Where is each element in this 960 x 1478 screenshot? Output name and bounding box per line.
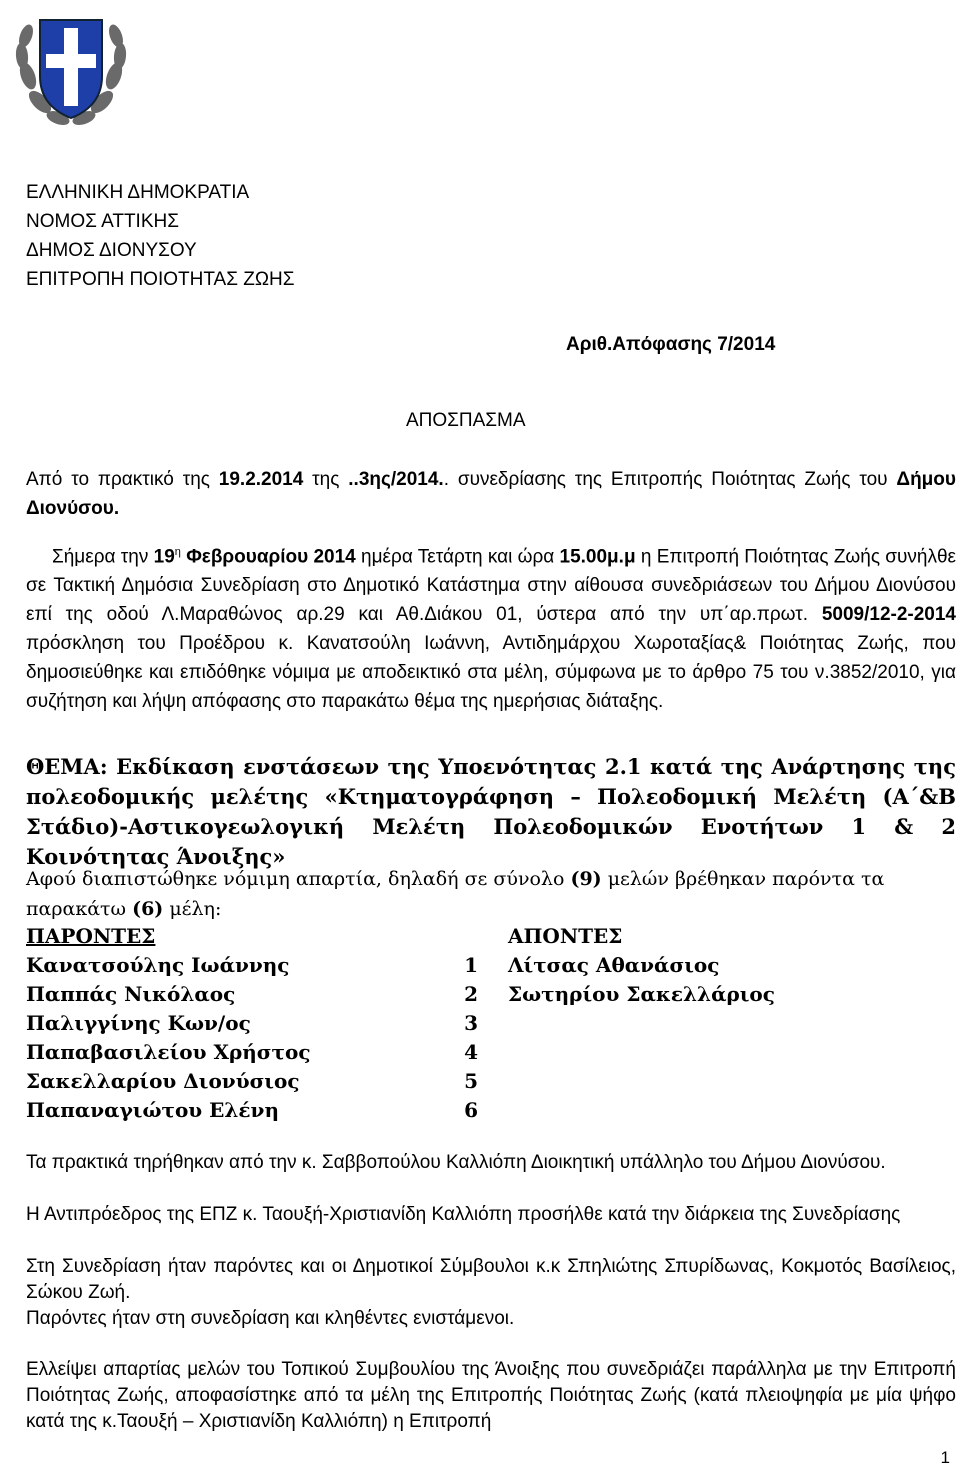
- meeting-paragraph: Σήμερα την $19^\eta$ Φεβρουαρίου 2014 ημέρα Τετάρτη και ώρα 15.00μ.μ η Επιτροπή Ποιότητας Ζωής συνήλθε σε Τακτική Δημόσια Συνεδρίαση στο Δημοτικό Κατάστημα στην αίθουσα συνεδριάσεων του Δήμου Διονύσου επί της οδού Λ.Μαραθώνος αρ.29 και Αθ.Διάκου 01, ύστερα από την υπ΄αρ.πρωτ. 5009/12-2-2014 πρόσκληση του Προέδρου κ. Κανατσούλη Ιωάννη, Αντιδημάρχου Χωροταξίας& Ποιότητας Ζωής, που δημοσιεύθηκε και επιδόθηκε νόμιμα με αποδεικτικό στα μέλη, σύμφωνα με το άρθρο 75 του ν.3852/2010, για συζήτηση και λήψη απόφασης στο παρακάτω θέμα της ημερήσιας διάταξης.: [26, 546, 956, 713]
- attendance-paragraph: Αφού διαπιστώθηκε νόμιμη απαρτία, δηλαδή σε σύνολο (9) μελών βρέθηκαν παρόντα τα παρακάτω (6) μέλη:: [26, 868, 885, 920]
- list-item: Παπαναγιώτου Ελένη: [26, 1098, 279, 1122]
- list-item: Παλιγγίνης Κων/ος: [26, 1011, 251, 1035]
- subject-heading: ΘΕΜΑ: Εκδίκαση ενστάσεων της Υποενότητας 2.1 κατά της Ανάρτησης της πολεοδομικής μελέτης «Κτηματογράφηση – Πολεοδομική Μελέτη (Α΄&Β Στάδιο)-Αστικογεωλογική Μελέτη Πολεοδομικών Ενοτήτων 1 & 2 Κοινότητας Άνοιξης»: [26, 754, 956, 869]
- list-item: Σακελλαρίου Διονύσιος: [26, 1069, 300, 1093]
- member-number: 1: [464, 953, 478, 977]
- member-number: 6: [464, 1098, 478, 1122]
- issuer-header: [26, 178, 295, 294]
- header-prefecture: ΝΟΜΟΣ ΑΤΤΙΚΗΣ: [26, 211, 179, 232]
- councillors-paragraph: Στη Συνεδρίαση ήταν παρόντες και οι Δημοτικοί Σύμβουλοι κ.κ Σπηλιώτης Σπυρίδωνας, Κοκμοτός Βασίλειος, Σώκου Ζωή.: [26, 1256, 956, 1303]
- objectors-paragraph: Παρόντες ήταν στη συνεδρίαση και κληθέντες ενιστάμενοι.: [26, 1308, 515, 1329]
- vice-chair-paragraph: Η Αντιπρόεδρος της ΕΠΖ κ. Ταουξή-Χριστιανίδη Καλλιόπη προσήλθε κατά την διάρκεια της Συνεδρίασης: [26, 1204, 901, 1225]
- present-list: [26, 922, 311, 1125]
- list-item: Παππάς Νικόλαος: [26, 982, 236, 1006]
- decision-number: Αριθ.Απόφασης 7/2014: [566, 334, 776, 355]
- list-item: Σωτηρίου Σακελλάριος: [508, 982, 775, 1006]
- list-item: Κανατσούλης Ιωάννης: [26, 953, 290, 977]
- greek-coat-of-arms-icon: [8, 6, 134, 132]
- header-country: ΕΛΛΗΝΙΚΗ ΔΗΜΟΚΡΑΤΙΑ: [26, 182, 250, 203]
- member-number: 3: [464, 1011, 478, 1035]
- intro-paragraph: Από το πρακτικό της 19.2.2014 της ..3ης/2014.. συνεδρίασης της Επιτροπής Ποιότητας Ζωής του Δήμου Διονύσου.: [26, 469, 956, 519]
- page-number: 1: [940, 1448, 950, 1467]
- list-item: Λίτσας Αθανάσιος: [508, 953, 720, 977]
- member-number: 2: [464, 982, 478, 1006]
- minutes-paragraph: Τα πρακτικά τηρήθηκαν από την κ. Σαββοπούλου Καλλιόπη Διοικητική υπάλληλο του Δήμου Διονύσου.: [26, 1152, 886, 1173]
- member-number: 4: [464, 1040, 478, 1064]
- present-numbers: [448, 951, 478, 1125]
- header-committee: ΕΠΙΤΡΟΠΗ ΠΟΙΟΤΗΤΑΣ ΖΩΗΣ: [26, 269, 295, 290]
- document-title: ΑΠΟΣΠΑΣΜΑ: [406, 410, 526, 431]
- quorum-paragraph: Ελλείψει απαρτίας μελών του Τοπικού Συμβουλίου της Άνοιξης που συνεδριάζει παράλληλα με την Επιτροπή Ποιότητας Ζωής, αποφασίστηκε από τα μέλη της Επιτροπής Ποιότητας Ζωής (κατά πλειοψηφία με μία ψήφο κατά της κ.Ταουξή – Χριστιανίδη Καλλιόπη) η Επιτροπή: [26, 1359, 956, 1432]
- absent-heading: ΑΠΟΝΤΕΣ: [508, 924, 623, 948]
- absent-list: [508, 922, 775, 1009]
- header-municipality: ΔΗΜΟΣ ΔΙΟΝΥΣΟΥ: [26, 240, 197, 261]
- member-number: 5: [464, 1069, 478, 1093]
- present-heading: ΠΑΡΟΝΤΕΣ: [26, 924, 156, 948]
- list-item: Παπαβασιλείου Χρήστος: [26, 1040, 311, 1064]
